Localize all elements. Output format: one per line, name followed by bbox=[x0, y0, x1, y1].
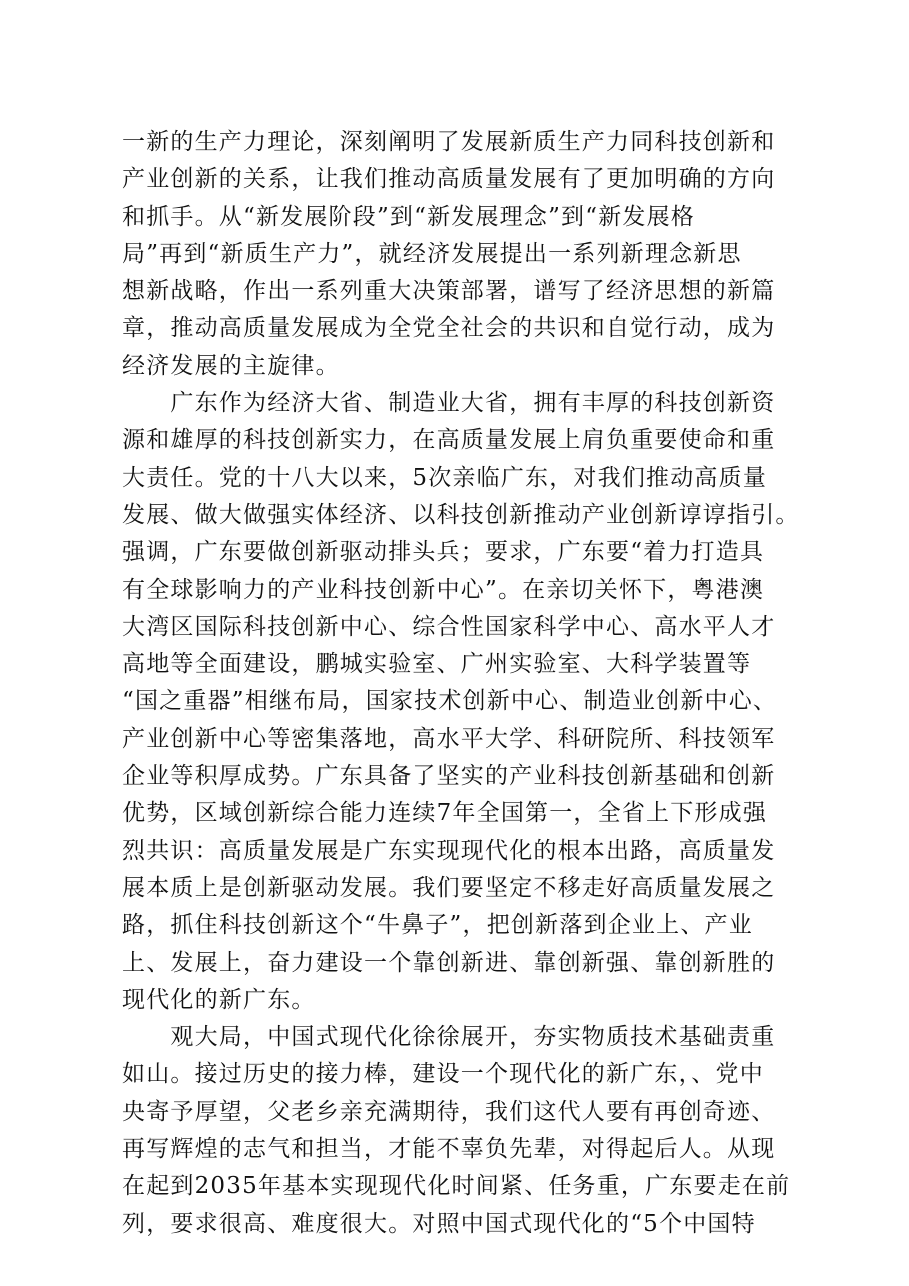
text-line: 上、发展上，奋力建设一个靠创新进、靠创新强、靠创新胜的 bbox=[122, 949, 776, 976]
text-line: 经济发展的主旋律。 bbox=[122, 352, 340, 379]
text-line: 广东作为经济大省、制造业大省，拥有丰厚的科技创新资 bbox=[122, 390, 776, 417]
body-text bbox=[122, 124, 802, 1243]
text-line: 现代化的新广东。 bbox=[122, 986, 316, 1013]
text-line: 一新的生产力理论，深刻阐明了发展新质生产力同科技创新和 bbox=[122, 129, 776, 155]
text-line: 大湾区国际科技创新中心、综合性国家科学中心、高水平人才 bbox=[122, 613, 776, 640]
text-line: 烈共识：高质量发展是广东实现现代化的根本出路，高质量发 bbox=[122, 837, 776, 864]
text-line: 观大局，中国式现代化徐徐展开，夯实物质技术基础责重 bbox=[122, 1024, 776, 1051]
text-line: 想新战略，作出一系列重大决策部署，谱写了经济思想的新篇 bbox=[122, 278, 776, 305]
text-line: 再写辉煌的志气和担当，才能不辜负先辈，对得起后人。从现 bbox=[122, 1136, 776, 1163]
text-line: 发展、做大做强实体经济、以科技创新推动产业创新谆谆指引。 bbox=[122, 501, 800, 528]
text-line: 在起到2035年基本实现现代化时间紧、任务重，广东要走在前 bbox=[122, 1173, 791, 1200]
text-line: 产业创新的关系，让我们推动高质量发展有了更加明确的方向 bbox=[122, 166, 776, 193]
text-line: “国之重器”相继布局，国家技术创新中心、制造业创新中心、 bbox=[122, 688, 778, 715]
text-line: 强调，广东要做创新驱动排头兵；要求，广东要“着力打造具 bbox=[122, 539, 765, 566]
text-line: 路，抓住科技创新这个“牛鼻子”，把创新落到企业上、产业 bbox=[122, 912, 753, 939]
text-line: 章，推动高质量发展成为全党全社会的共识和自觉行动，成为 bbox=[122, 315, 776, 342]
text-line: 源和雄厚的科技创新实力，在高质量发展上肩负重要使命和重 bbox=[122, 427, 776, 454]
text-line: 大责任。党的十八大以来，5次亲临广东，对我们推动高质量 bbox=[122, 464, 768, 491]
text-line: 局”再到“新质生产力”，就经济发展提出一系列新理念新思 bbox=[122, 240, 742, 267]
text-line: 企业等积厚成势。广东具备了坚实的产业科技创新基础和创新 bbox=[122, 763, 776, 790]
text-line: 有全球影响力的产业科技创新中心”。在亲切关怀下，粤港澳 bbox=[122, 576, 765, 603]
text-line: 央寄予厚望，父老乡亲充满期待，我们这代人要有再创奇迹、 bbox=[122, 1098, 776, 1125]
text-line: 列，要求很高、难度很大。对照中国式现代化的“5个中国特 bbox=[122, 1210, 756, 1237]
text-line: 高地等全面建设，鹏城实验室、广州实验室、大科学装置等 bbox=[122, 651, 752, 678]
text-line: 如山。接过历史的接力棒，建设一个现代化的新广东，、党中 bbox=[122, 1061, 764, 1088]
text-line: 和抓手。从“新发展阶段”到“新发展理念”到“新发展格 bbox=[122, 203, 695, 230]
text-line: 产业创新中心等密集落地，高水平大学、科研院所、科技领军 bbox=[122, 725, 776, 752]
text-line: 展本质上是创新驱动发展。我们要坚定不移走好高质量发展之 bbox=[122, 874, 776, 901]
text-line: 优势，区域创新综合能力连续7年全国第一，全省上下形成强 bbox=[122, 800, 768, 827]
